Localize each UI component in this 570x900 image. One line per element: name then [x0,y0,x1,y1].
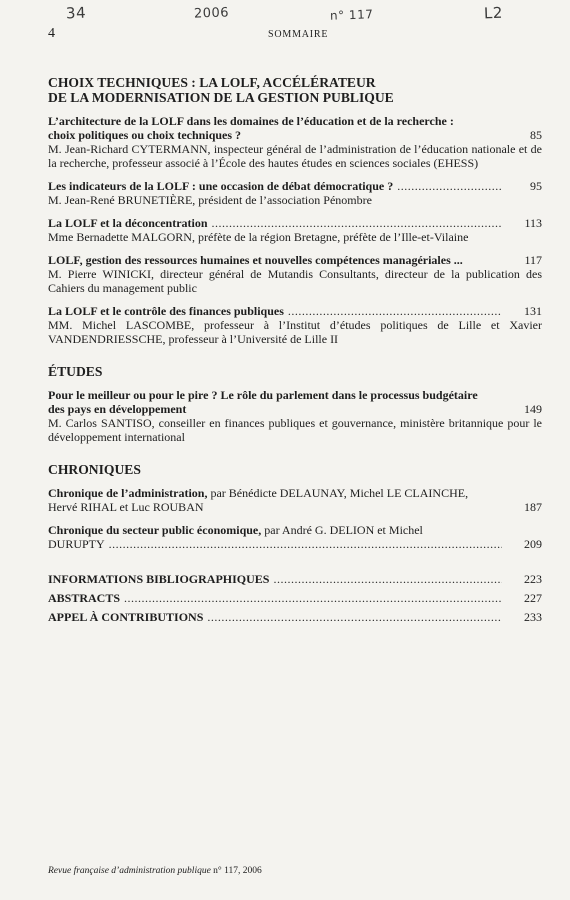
section-title-chroniques: CHRONIQUES [48,462,141,477]
entry-title: ABSTRACTS [48,591,121,605]
entry-author: DURUPTY [48,537,105,551]
entry-page: 149 [524,402,542,416]
entry-title: La LOLF et le contrôle des finances publiques [48,304,284,318]
entry-page: 233 [524,610,542,624]
journal-name: Revue française d’administration publique [48,866,211,876]
page-number: 4 [48,26,55,41]
toc-entry[interactable] [48,591,542,605]
entry-title: Chronique de l’administration, [48,486,208,500]
dot-leader [109,537,502,551]
entry-title-line [48,128,542,142]
toc-entry[interactable] [48,253,542,295]
toc-entry[interactable] [48,572,542,586]
dot-leader [288,304,502,318]
entry-title: INFORMATIONS BIBLIOGRAPHIQUES [48,572,270,586]
section-title-line: CHOIX TECHNIQUES : LA LOLF, ACCÉLÉRATEUR [48,75,376,90]
entry-page: 117 [524,253,542,267]
entry-page: 223 [524,572,542,586]
entry-page: 113 [524,216,542,230]
entry-author: Mme Bernadette MALGORN, préfète de la région Bretagne, préfète de l’Ille-et-Vilaine [48,230,469,244]
journal-issue: n° 117, 2006 [210,866,262,876]
handwritten-note: n° 117 [329,7,374,23]
entry-title-line [48,304,542,318]
entry-author: M. Jean-René BRUNETIÈRE, président de l’association Pénombre [48,193,372,207]
entry-title-line [48,253,542,267]
entry-page: 131 [524,304,542,318]
entry-page: 95 [530,179,542,193]
entry-author: par André G. DELION et Michel [261,523,423,537]
entry-title-line [48,216,542,230]
entry-author: par Bénédicte DELAUNAY, Michel LE CLAINCHE, [207,486,469,500]
toc-entry[interactable] [48,114,542,170]
dot-leader [273,572,502,586]
entry-author: MM. Michel LASCOMBE, professeur à l’Institut d’études politiques de Lille et Xavier VANDENDRIESSCHE, professeur à l’Université de Lille II [48,318,542,346]
dot-leader [397,179,502,193]
toc-entry[interactable] [48,216,542,244]
entry-page: 227 [524,591,542,605]
page-footer [48,866,262,876]
handwritten-note: L2 [483,3,504,23]
entry-title: Les indicateurs de la LOLF : une occasion de débat démocratique ? [48,179,394,193]
entry-page: 85 [530,128,542,142]
toc-entry[interactable] [48,486,542,514]
entry-author: M. Pierre WINICKI, directeur général de Mutandis Consultants, directeur de la publication des Cahiers du management public [48,267,542,295]
toc-entry[interactable] [48,304,542,346]
entry-author: Hervé RIHAL et Luc ROUBAN [48,500,204,514]
entry-page: 187 [524,500,542,514]
entry-title-line [48,402,542,416]
handwritten-note: 2006 [193,5,230,22]
dot-leader [124,591,502,605]
toc-entry[interactable] [48,523,542,551]
handwritten-note: 34 [65,3,87,23]
entry-title: LOLF, gestion des ressources humaines et nouvelles compétences managériales ... [48,253,463,267]
toc-entry[interactable] [48,388,542,444]
entry-title: La LOLF et la déconcentration [48,216,208,230]
section-title-choix [48,75,542,105]
section-title-line: DE LA MODERNISATION DE LA GESTION PUBLIQUE [48,90,394,105]
entry-title: L’architecture de la LOLF dans les domaines de l’éducation et de la recherche : [48,114,454,128]
running-head: SOMMAIRE [268,29,329,40]
entry-title-line [48,486,542,500]
entry-author: M. Jean-Richard CYTERMANN, inspecteur général de l’administration de l’éducation nationale et de la recherche, professeur associé à l’École des hautes études en sciences sociales (EHESS) [48,142,542,170]
entry-title: choix politiques ou choix techniques ? [48,128,242,142]
entry-title: Chronique du secteur public économique, [48,523,262,537]
entry-title-line [48,179,542,193]
dot-leader [212,216,502,230]
section-title-etudes: ÉTUDES [48,364,103,379]
entry-title: Pour le meilleur ou pour le pire ? Le rôle du parlement dans le processus budgétaire [48,388,478,402]
entry-title-line [48,537,542,551]
table-of-contents [48,75,542,629]
entry-title: APPEL À CONTRIBUTIONS [48,610,204,624]
dot-leader [207,610,502,624]
entry-title-line [48,523,542,537]
toc-entry[interactable] [48,610,542,624]
entry-page: 209 [524,537,542,551]
entry-title: des pays en développement [48,402,187,416]
toc-entry[interactable] [48,179,542,207]
entry-title-line [48,500,542,514]
entry-author: M. Carlos SANTISO, conseiller en finances publiques et gouvernance, ministère britannique pour le développement international [48,416,542,444]
